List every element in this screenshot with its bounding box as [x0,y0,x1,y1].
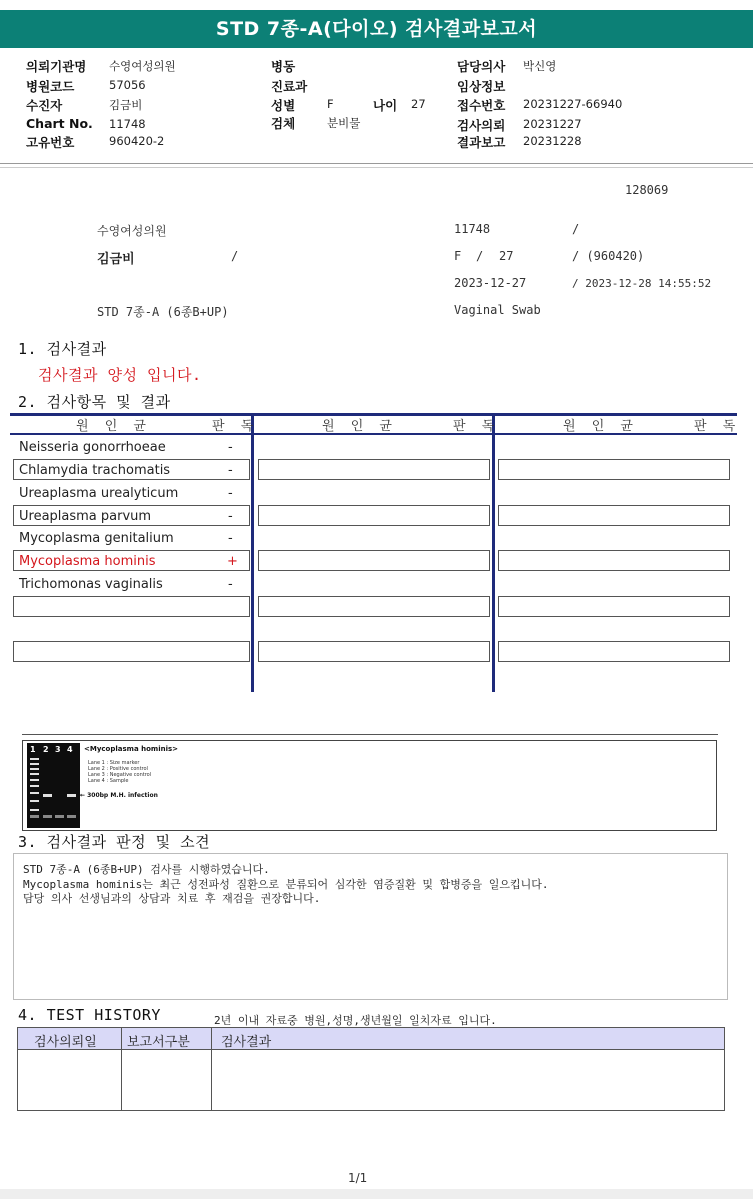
result-ureaplasma-parvum: - [228,509,233,524]
report-clinic: 수영여성의원 [97,224,167,238]
comment-line-3: 담당 의사 선생님과의 상담과 치료 후 재검을 권장합니다. [23,892,321,905]
history-table-header [18,1028,724,1050]
result-trichomonas: - [228,577,233,592]
unique-no-value: 960420-2 [109,134,165,148]
specimen-value: 분비물 [327,116,361,130]
result-chlamydia: - [228,463,233,478]
page-number: 1/1 [348,1171,368,1185]
organism-chlamydia: Chlamydia trachomatis [19,463,171,478]
report-birth: / (960420) [572,249,645,263]
report-date-value: 20231228 [523,134,582,148]
sex-value: F [327,97,334,111]
history-header-request-date: 검사의뢰일 [34,1035,97,1050]
gel-lane-4-label: 4 [67,745,73,754]
organism-ureaplasma-parvum: Ureaplasma parvum [19,509,152,524]
section2-title: 2. 검사항목 및 결과 [18,393,171,411]
row-box-8-col1 [13,596,250,617]
history-header-result: 검사결과 [221,1035,272,1050]
header-divider [0,163,753,164]
organism-neisseria: Neisseria gonorrhoeae [19,440,166,455]
report-slash-1: / [572,222,580,236]
col3-organism-header: 원 인 균 [563,419,639,434]
report-title: STD 7종-A(다이오) 검사결과보고서 [0,10,753,48]
section1-title: 1. 검사결과 [18,340,107,358]
chart-no-value: 11748 [109,117,146,131]
result-mycoplasma-genitalium: - [228,531,233,546]
gel-legend-line: Lane 1 : Size marker [88,760,140,766]
report-chart: 11748 [454,222,491,236]
ward-label: 병동 [271,59,296,74]
report-date-label: 결과보고 [457,135,506,150]
unique-no-label: 고유번호 [26,135,75,150]
patient-label: 수진자 [26,98,63,113]
report-received: 2023-12-27 [454,276,527,290]
organism-trichomonas: Trichomonas vaginalis [19,577,163,592]
result-ureaplasma-urealyticum: - [228,486,233,501]
institution-label: 의뢰기관명 [26,59,87,74]
section3-title: 3. 검사결과 판정 및 소견 [18,833,211,851]
institution-value: 수영여성의원 [109,59,176,73]
col2-organism-header: 원 인 균 [322,419,398,434]
history-col-divider-2 [211,1028,212,1110]
organism-mycoplasma-genitalium: Mycoplasma genitalium [19,531,174,546]
request-date-value: 20231227 [523,117,582,131]
history-col-divider-1 [121,1028,122,1110]
clinical-info-label: 임상정보 [457,79,506,94]
row-box-2-col3 [498,459,730,480]
organism-ureaplasma-urealyticum: Ureaplasma urealyticum [19,486,179,501]
row-box-4-col3 [498,505,730,526]
report-slash-2: / [231,249,239,263]
gel-image-box [22,740,717,831]
gel-legend-line: Lane 3 : Negative control [88,772,152,778]
hospital-code-label: 병원코드 [26,79,75,94]
header-divider-2 [0,167,753,168]
gel-legend-line: Lane 4 : Sample [88,778,129,784]
col1-judgement-header: 판 독 [212,419,260,434]
doctor-value: 박신영 [523,59,557,73]
page-bottom-edge [0,1189,753,1199]
report-code: 128069 [625,183,669,197]
sex-label: 성별 [271,98,296,113]
report-sex: F [454,249,462,263]
report-patient: 김금비 [97,252,135,267]
history-header-report-type: 보고서구분 [127,1035,190,1050]
report-age: 27 [499,249,514,263]
row-box-8-col3 [498,596,730,617]
col3-judgement-header: 판 독 [694,419,742,434]
report-specimen: Vaginal Swab [454,303,541,317]
row-box-4-col2 [258,505,490,526]
report-test: STD 7종-A (6종B+UP) [97,305,229,319]
row-box-6-col2 [258,550,490,571]
result-mycoplasma-hominis: + [227,554,238,569]
receipt-no-label: 접수번호 [457,98,506,113]
row-box-6-col3 [498,550,730,571]
report-reported: / 2023-12-28 14:55:52 [572,277,712,290]
comment-line-2: Mycoplasma hominis는 최근 성전파성 질환으로 분류되어 심각한 염증질환 및 합병증을 일으킵니다. [23,878,549,891]
receipt-no-value: 20231227-66940 [523,97,623,111]
patient-value: 김금비 [109,98,143,112]
doctor-label: 담당의사 [457,59,506,74]
section4-title: 4. TEST HISTORY [18,1006,161,1024]
gel-legend [88,760,151,784]
chart-no-label: Chart No. [26,116,93,131]
positive-result-message: 검사결과 양성 입니다. [38,366,202,384]
results-table-divider-1 [251,413,254,692]
hospital-code-value: 57056 [109,78,146,92]
organism-mycoplasma-hominis: Mycoplasma hominis [19,554,156,569]
gel-arrow-label: ← 300bp M.H. infection [80,792,158,799]
comment-line-1: STD 7종-A (6종B+UP) 검사를 시행하였습니다. [23,863,270,876]
age-label: 나이 [373,98,398,113]
gel-title: <Mycoplasma hominis> [84,745,179,753]
col1-organism-header: 원 인 균 [76,419,152,434]
gel-lane-1-label: 1 [30,745,36,754]
row-box-10-col2 [258,641,490,662]
specimen-label: 검체 [271,116,296,131]
gel-lane-2-label: 2 [43,745,49,754]
gel-top-line [22,734,718,735]
row-box-2-col2 [258,459,490,480]
results-table-divider-2 [492,413,495,692]
result-neisseria: - [228,440,233,455]
age-value: 27 [411,97,426,111]
history-note: 2년 이내 자료중 병원,성명,생년월일 일치자료 입니다. [214,1014,497,1027]
gel-legend-line: Lane 2 : Positive control [88,766,148,772]
row-box-10-col3 [498,641,730,662]
col2-judgement-header: 판 독 [453,419,501,434]
gel-lane-3-label: 3 [55,745,61,754]
report-slash-3: / [476,249,484,263]
request-date-label: 검사의뢰 [457,118,506,133]
gel-electrophoresis-image [27,743,80,828]
department-label: 진료과 [271,79,308,94]
row-box-10-col1 [13,641,250,662]
row-box-8-col2 [258,596,490,617]
